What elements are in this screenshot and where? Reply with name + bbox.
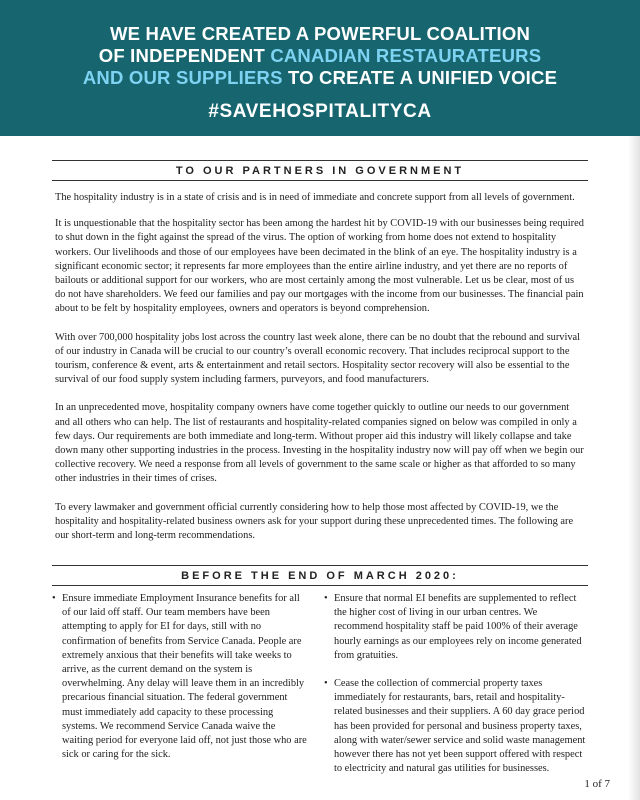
banner-line-3 xyxy=(0,67,640,89)
page-edge-shadow xyxy=(628,136,640,800)
banner-line-2-highlight: CANADIAN RESTAURATEURS xyxy=(270,45,542,66)
list-item-text: Ensure immediate Employment Insurance benefits for all of our laid off staff. Our team members have been attempting to apply for EI for days, still with no confirmation of benefits from Service Canada. People are extremely anxious that their benefits will take weeks to arrive, as the current demand on the system is overwhelming. Any delay will leave them in an incredibly precarious financial situation. The federal government must immediately add capacity to these processing systems. We recommend Service Canada waive the waiting period for everyone laid off, not just those who are sick or caring for the sick. xyxy=(62,593,307,761)
banner-line-3-highlight: AND OUR SUPPLIERS xyxy=(82,67,283,88)
list-item xyxy=(324,677,586,776)
banner-line-2-text: OF INDEPENDENT xyxy=(98,45,271,66)
recommendations-right-column xyxy=(324,592,586,790)
list-item xyxy=(324,592,586,663)
header-banner xyxy=(0,0,640,136)
body-paragraph-4: In an unprecedented move, hospitality company owners have come together quickly to outline our needs to our government and all others who can help. The list of restaurants and hospitality-related companies signed on below was compiled in only a few days. Our requirements are both immediate and long-term. Without proper aid this industry will likely collapse and take down many other supporting industries in the process. Investing in the hospitality industry now will pay off when we begin our collective recovery. We need a response from all levels of government to the same scale or higher as that afforded to so many other industries in their times of crises. xyxy=(55,402,584,485)
recommendations-left-column xyxy=(52,592,308,776)
bullet-icon: • xyxy=(324,593,328,604)
section-title-march: BEFORE THE END OF MARCH 2020: xyxy=(52,565,588,586)
banner-line-2 xyxy=(0,45,640,67)
bullet-icon: • xyxy=(52,593,56,604)
body-paragraph-2: It is unquestionable that the hospitality sector has been among the hardest hit by COVID-19 with our businesses being required to shut down in the fight against the spread of the virus. The option of working from home does not extend to hospitality workers. Our livelihoods and those of our employees have been decimated in the blink of an eye. The hospitality industry is a significant economic sector; it represents far more employees than the entire airline industry, and yet there are no reports of bailouts or additional support for our workers, who are most certainly among the most vulnerable. Let us be clear, most of us do not have shareholders. We feed our families and pay our mortgages with the income from our businesses. The financial pain about to be felt by hospitality employees, owners and operators is beyond comprehension. xyxy=(55,218,584,315)
recommendations-list-left xyxy=(52,592,308,762)
section-title-partners: TO OUR PARTNERS IN GOVERNMENT xyxy=(52,160,588,181)
body-paragraph-3: With over 700,000 hospitality jobs lost across the country last week alone, there can be no doubt that the rebound and survival of our industry in Canada will be crucial to our country’s overall economic recovery. That includes reciprocal support to the tourism, conference & event, arts & entertainment and retail sectors. Hospitality sector recovery will also be essential to the survival of our food supply system including farmers, purveyors, and food manufacturers. xyxy=(55,331,581,386)
banner-line-1: WE HAVE CREATED A POWERFUL COALITION xyxy=(109,23,531,44)
body-paragraph-1: The hospitality industry is in a state of crisis and is in need of immediate and concrete support from all levels of government. xyxy=(55,192,575,203)
list-item-text: Ensure that normal EI benefits are supplemented to reflect the higher cost of living in our urban centres. We recommend hospitality staff be paid 100% of their average hourly earnings as our employees rely on income generated from gratuities. xyxy=(334,593,582,661)
list-item xyxy=(52,592,308,762)
body-paragraph-5: To every lawmaker and government official currently considering how to help those most affected by COVID-19, we the hospitality and hospitality-related business owners ask for your support during these unprecedented times. The following are our short-term and long-term recommendations. xyxy=(55,501,574,542)
recommendations-list-right xyxy=(324,592,586,776)
letter-body xyxy=(55,191,585,557)
banner-line-3-text: TO CREATE A UNIFIED VOICE xyxy=(282,67,558,88)
list-item-text: Cease the collection of commercial property taxes immediately for restaurants, bars, retail and hospitality-related businesses and their suppliers. A 60 day grace period has been provided for personal and business property taxes, along with water/sewer service and solid waste management however there has not yet been support offered with respect to electricity and natural gas utilities for businesses. xyxy=(334,678,586,775)
bullet-icon: • xyxy=(324,678,328,690)
banner-hashtag: #SAVEHOSPITALITYCA xyxy=(208,101,432,122)
banner-headline xyxy=(0,0,640,89)
page-number: 1 of 7 xyxy=(584,778,610,790)
